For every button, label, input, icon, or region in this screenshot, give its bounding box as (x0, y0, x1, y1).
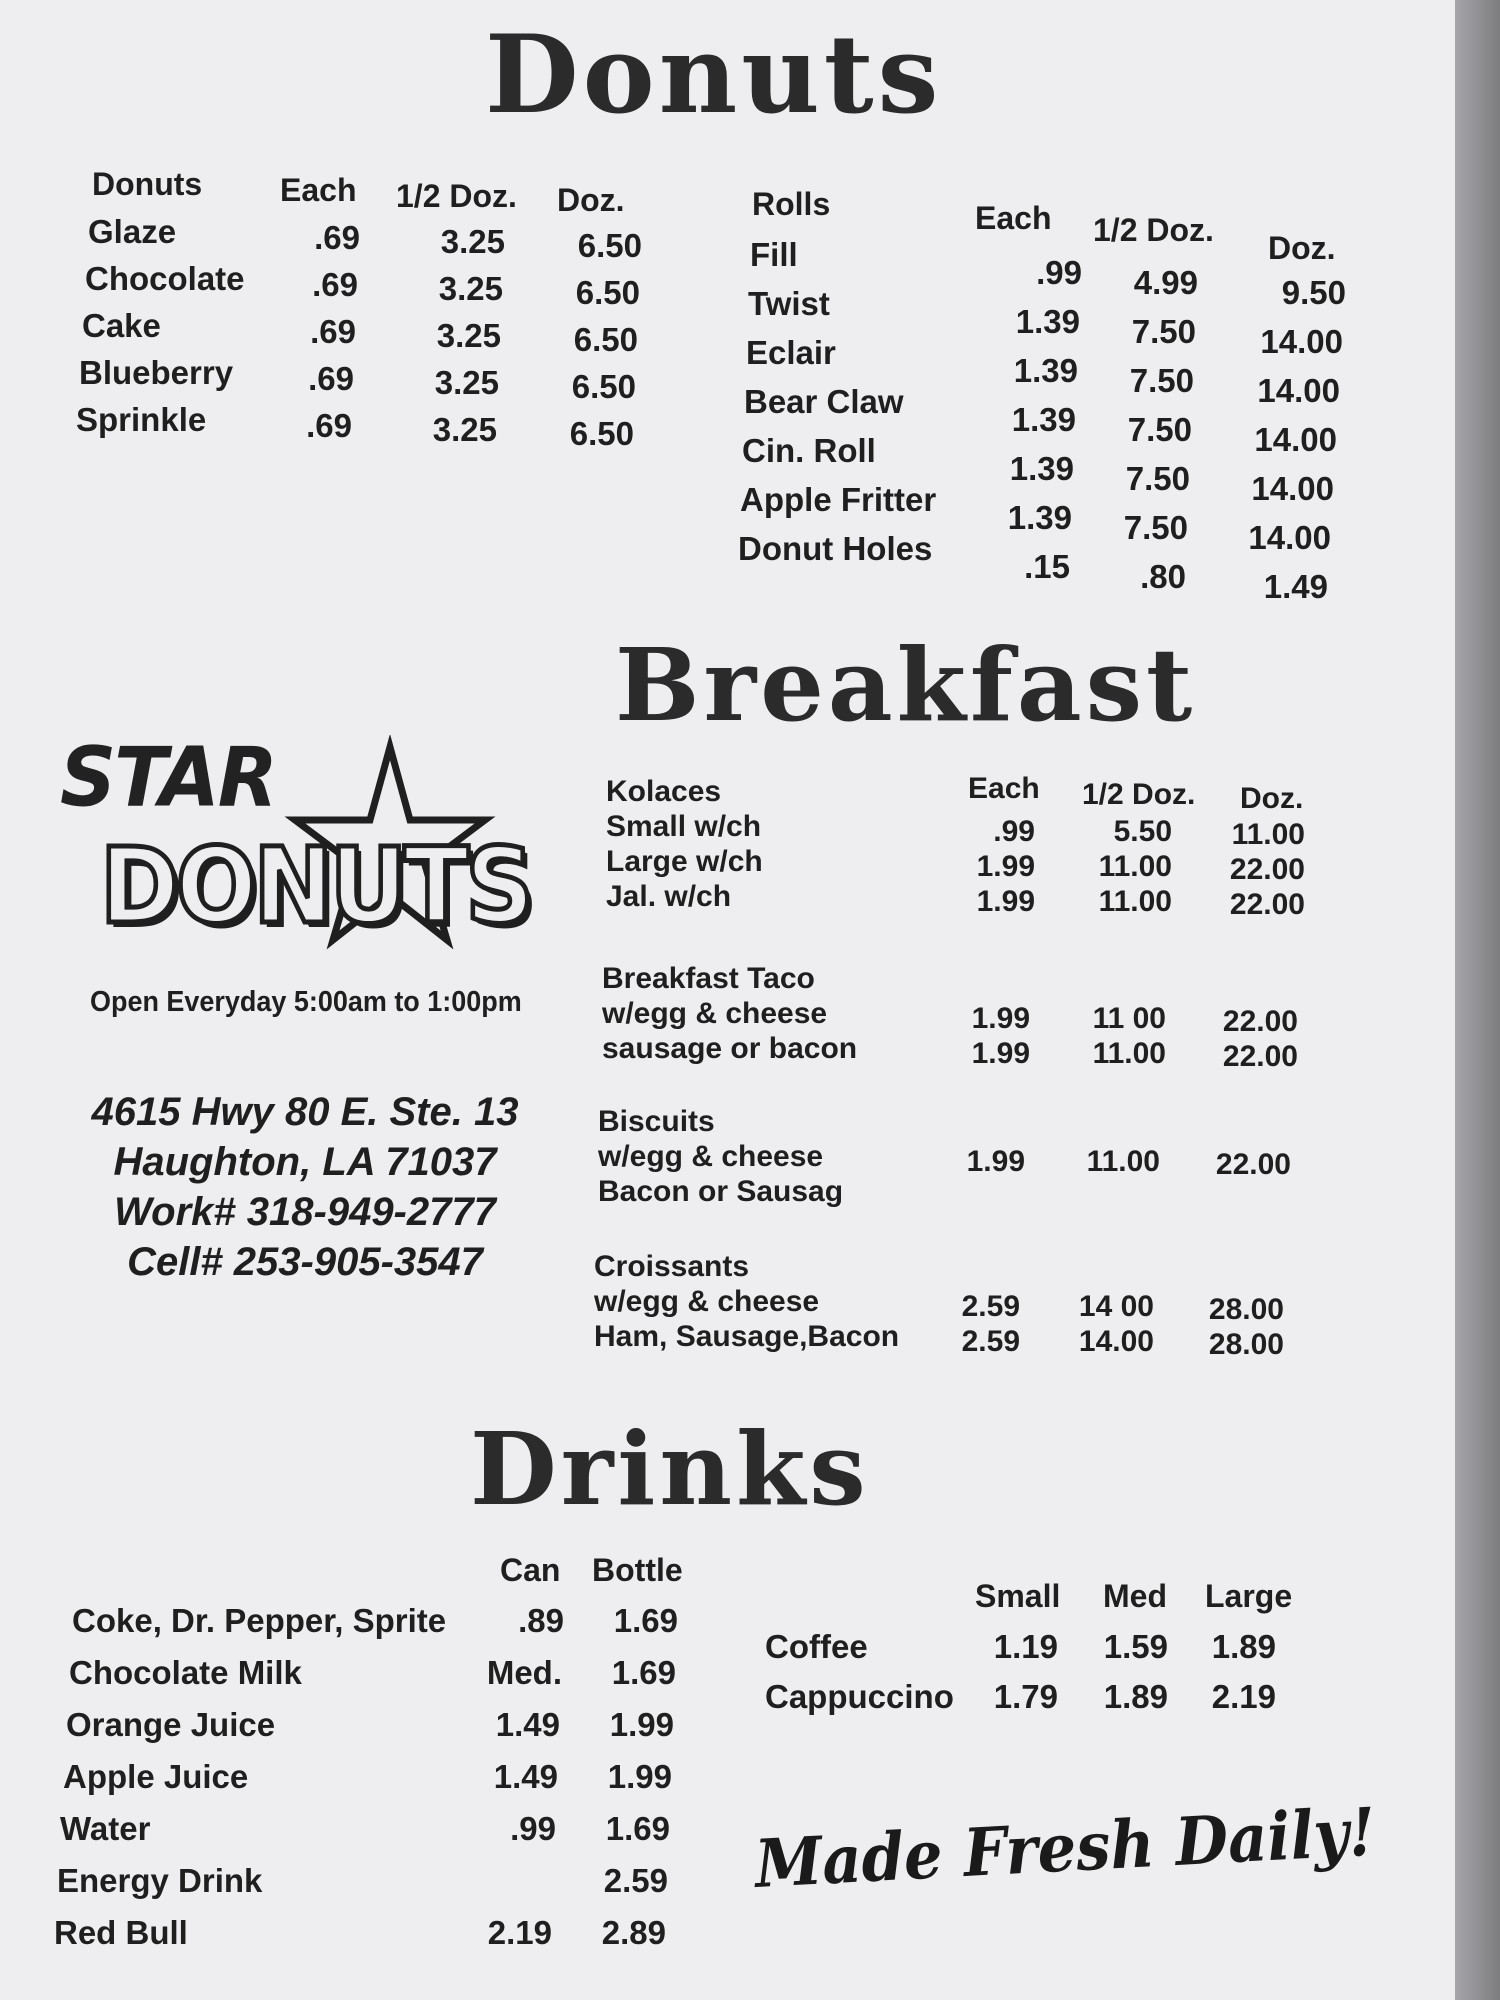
drink-price-can: 2.19 (487, 1914, 552, 1951)
drinks-header-med: Med (1103, 1578, 1167, 1614)
roll-item-name: Twist (748, 285, 830, 322)
roll-price-half-dozen: 7.50 (1129, 362, 1194, 399)
breakfast-price-half-dozen: 14.00 (1078, 1325, 1154, 1358)
rolls-header-doz: Doz. (1268, 230, 1336, 266)
breakfast-header-half: 1/2 Doz. (1082, 778, 1196, 811)
roll-item-name: Bear Claw (744, 383, 904, 420)
breakfast-group-title: Breakfast Taco (602, 962, 815, 995)
breakfast-price-half-dozen: 11.00 (1092, 1037, 1166, 1070)
donut-price-half-dozen: 3.25 (434, 364, 499, 401)
roll-price-each: 1.39 (1009, 450, 1074, 487)
coffee-item-name: Cappuccino (765, 1678, 954, 1715)
donut-price-half-dozen: 3.25 (438, 270, 503, 307)
roll-item-name: Donut Holes (738, 530, 933, 567)
breakfast-header-doz: Doz. (1240, 782, 1304, 815)
coffee-price-small: 1.79 (993, 1678, 1058, 1715)
donut-price-dozen: 6.50 (573, 321, 638, 358)
drink-price-bottle: 1.99 (609, 1706, 674, 1743)
donut-price-half-dozen: 3.25 (436, 317, 501, 354)
breakfast-title: Breakfast (615, 626, 1197, 744)
drink-price-can: Med. (486, 1654, 562, 1691)
breakfast-price-half-dozen: 11.00 (1098, 885, 1172, 918)
roll-price-half-dozen: 4.99 (1133, 264, 1198, 301)
roll-price-half-dozen: 7.50 (1125, 460, 1190, 497)
breakfast-item-name: Large w/ch (606, 845, 763, 878)
donuts-header-name: Donuts (92, 166, 203, 202)
drink-price-bottle: 1.69 (611, 1654, 676, 1691)
roll-price-half-dozen: .80 (1140, 558, 1186, 595)
roll-item-name: Apple Fritter (740, 481, 937, 518)
breakfast-price-dozen: 11.00 (1231, 818, 1305, 851)
donuts-header-half: 1/2 Doz. (396, 178, 517, 214)
roll-price-each: .15 (1024, 548, 1070, 585)
star-donuts-logo (55, 730, 555, 965)
drink-price-bottle: 1.69 (613, 1602, 678, 1639)
drink-price-can: 1.49 (493, 1758, 558, 1795)
roll-item-name: Cin. Roll (742, 432, 876, 469)
drinks-header-bottle: Bottle (592, 1552, 683, 1588)
drink-item-name: Apple Juice (63, 1758, 249, 1795)
address-line-1: 4615 Hwy 80 E. Ste. 13 (91, 1090, 519, 1134)
breakfast-price-dozen: 22.00 (1229, 853, 1305, 886)
breakfast-group-title: Biscuits (598, 1105, 715, 1138)
rolls-header-half: 1/2 Doz. (1093, 212, 1214, 248)
donut-price-dozen: 6.50 (569, 415, 634, 452)
breakfast-price-each: 2.59 (961, 1290, 1020, 1323)
rolls-header-name: Rolls (752, 186, 831, 222)
roll-price-dozen: 14.00 (1248, 519, 1331, 556)
roll-price-each: 1.39 (1015, 303, 1080, 340)
drink-item-name: Chocolate Milk (69, 1654, 302, 1691)
donut-price-each: .69 (310, 313, 356, 350)
drink-price-bottle: 1.69 (605, 1810, 670, 1847)
coffee-price-large: 1.89 (1211, 1628, 1276, 1665)
coffee-price-med: 1.89 (1103, 1678, 1168, 1715)
donut-item-name: Chocolate (85, 260, 245, 297)
donuts-header-doz: Doz. (557, 182, 625, 218)
breakfast-price-half-dozen: 5.50 (1113, 815, 1172, 848)
breakfast-item-name: Bacon or Sausag (598, 1175, 844, 1208)
breakfast-price-each: 2.59 (961, 1325, 1020, 1358)
rolls-header-each: Each (975, 200, 1052, 236)
drinks-header-small: Small (975, 1578, 1061, 1614)
donuts-header-each: Each (280, 172, 357, 208)
roll-price-dozen: 14.00 (1257, 372, 1340, 409)
address-line-2: Haughton, LA 71037 (113, 1140, 497, 1184)
breakfast-group-title: Kolaces (606, 775, 722, 808)
breakfast-price-each: 1.99 (966, 1145, 1025, 1178)
drink-price-bottle: 1.99 (607, 1758, 672, 1795)
breakfast-price-dozen: 28.00 (1208, 1328, 1284, 1361)
roll-price-each: 1.39 (1011, 401, 1076, 438)
breakfast-price-dozen: 28.00 (1208, 1293, 1284, 1326)
breakfast-item-name: w/egg & cheese (598, 1140, 824, 1173)
roll-price-dozen: 9.50 (1281, 274, 1346, 311)
roll-price-half-dozen: 7.50 (1131, 313, 1196, 350)
coffee-price-small: 1.19 (993, 1628, 1058, 1665)
breakfast-item-name: Jal. w/ch (606, 880, 732, 913)
roll-price-half-dozen: 7.50 (1123, 509, 1188, 546)
cell-phone: Cell# 253-905-3547 (127, 1240, 483, 1284)
work-phone: Work# 318-949-2777 (114, 1190, 496, 1234)
drink-price-can: .99 (510, 1810, 556, 1847)
breakfast-price-each: 1.99 (976, 885, 1035, 918)
coffee-price-med: 1.59 (1103, 1628, 1168, 1665)
logo-star-text: STAR (60, 730, 276, 826)
breakfast-price-half-dozen: 14 00 (1078, 1290, 1154, 1323)
roll-price-half-dozen: 7.50 (1127, 411, 1192, 448)
roll-price-dozen: 1.49 (1263, 568, 1328, 605)
drink-item-name: Orange Juice (66, 1706, 276, 1743)
breakfast-price-dozen: 22.00 (1215, 1148, 1291, 1181)
drink-item-name: Energy Drink (57, 1862, 263, 1899)
breakfast-item-name: Ham, Sausage,Bacon (594, 1320, 900, 1353)
breakfast-item-name: w/egg & cheese (602, 997, 828, 1030)
drinks-header-large: Large (1205, 1578, 1293, 1614)
breakfast-price-each: 1.99 (971, 1037, 1030, 1070)
coffee-item-name: Coffee (765, 1628, 868, 1665)
drink-price-bottle: 2.59 (603, 1862, 668, 1899)
breakfast-price-half-dozen: 11.00 (1098, 850, 1172, 883)
breakfast-price-each: 1.99 (976, 850, 1035, 883)
coffee-price-large: 2.19 (1211, 1678, 1276, 1715)
breakfast-price-each: .99 (993, 815, 1035, 848)
drink-price-can: .89 (518, 1602, 564, 1639)
donut-price-dozen: 6.50 (571, 368, 636, 405)
donut-price-each: .69 (314, 219, 360, 256)
background-shadow (1455, 0, 1500, 2000)
donut-price-each: .69 (308, 360, 354, 397)
donut-price-half-dozen: 3.25 (440, 223, 505, 260)
drink-item-name: Water (60, 1810, 151, 1847)
breakfast-price-half-dozen: 11 00 (1092, 1002, 1166, 1035)
drinks-header-can: Can (500, 1552, 561, 1588)
donut-price-dozen: 6.50 (577, 227, 642, 264)
breakfast-price-dozen: 22.00 (1229, 888, 1305, 921)
breakfast-item-name: w/egg & cheese (594, 1285, 820, 1318)
roll-item-name: Eclair (746, 334, 836, 371)
breakfast-price-dozen: 22.00 (1222, 1005, 1298, 1038)
roll-price-each: 1.39 (1013, 352, 1078, 389)
donut-price-half-dozen: 3.25 (432, 411, 497, 448)
drink-price-can: 1.49 (495, 1706, 560, 1743)
breakfast-item-name: Small w/ch (606, 810, 762, 843)
roll-item-name: Fill (750, 236, 798, 273)
hours-text: Open Everyday 5:00am to 1:00pm (90, 986, 522, 1018)
drink-item-name: Red Bull (54, 1914, 188, 1951)
logo-donuts-text: DONUTS (100, 825, 531, 947)
donut-item-name: Sprinkle (76, 401, 207, 438)
donuts-title: Donuts (485, 12, 943, 138)
donut-price-each: .69 (312, 266, 358, 303)
slogan: Made Fresh Daily! (752, 1792, 1378, 1903)
breakfast-price-dozen: 22.00 (1222, 1040, 1298, 1073)
breakfast-price-half-dozen: 11.00 (1086, 1145, 1160, 1178)
drinks-title: Drinks (470, 1410, 870, 1528)
roll-price-dozen: 14.00 (1251, 470, 1334, 507)
drink-item-name: Coke, Dr. Pepper, Sprite (72, 1602, 447, 1639)
donut-item-name: Glaze (88, 213, 177, 250)
roll-price-dozen: 14.00 (1254, 421, 1337, 458)
drink-price-bottle: 2.89 (601, 1914, 666, 1951)
roll-price-each: .99 (1036, 254, 1082, 291)
donut-item-name: Cake (82, 307, 161, 344)
roll-price-each: 1.39 (1007, 499, 1072, 536)
breakfast-price-each: 1.99 (971, 1002, 1030, 1035)
roll-price-dozen: 14.00 (1260, 323, 1343, 360)
donut-price-dozen: 6.50 (575, 274, 640, 311)
breakfast-header-each: Each (968, 772, 1040, 805)
donut-price-each: .69 (306, 407, 352, 444)
donut-item-name: Blueberry (79, 354, 234, 391)
breakfast-group-title: Croissants (594, 1250, 750, 1283)
breakfast-item-name: sausage or bacon (602, 1032, 858, 1065)
